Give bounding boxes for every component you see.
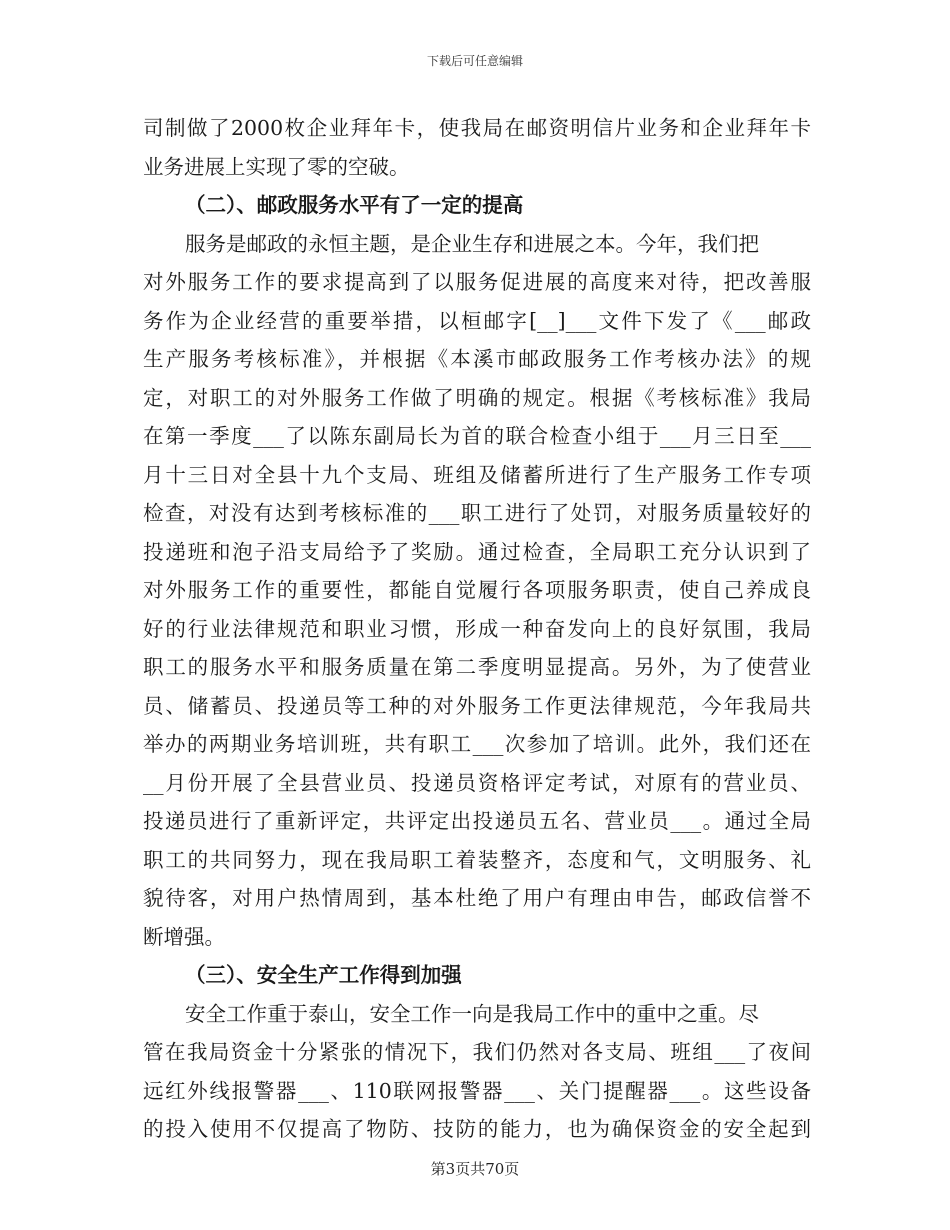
text-line: 貌待客，对用户热情周到，基本杜绝了用户有理由申告，邮政信誉不 bbox=[143, 886, 811, 910]
text-line: 定，对职工的对外服务工作做了明确的规定。根据《考核标准》我局 bbox=[143, 385, 811, 410]
text-line: 生产服务考核标准》，并根据《本溪市邮政服务工作考核办法》的规 bbox=[143, 347, 811, 371]
text-line: 在第一季度___了以陈东副局长为首的联合检查小组于___月三日至___ bbox=[143, 424, 811, 448]
page-header: 下载后可任意编辑 bbox=[426, 54, 523, 68]
text-line: 投递班和泡子沿支局给予了奖励。通过检查，全局职工充分认识到了 bbox=[143, 539, 811, 564]
text-line: 安全工作重于泰山，安全工作一向是我局工作中的重中之重。尽 bbox=[185, 1001, 759, 1026]
text-line: 投递员进行了重新评定，共评定出投递员五名、营业员___。通过全局 bbox=[143, 809, 811, 833]
text-line: 举办的两期业务培训班，共有职工___次参加了培训。此外，我们还在 bbox=[143, 732, 811, 756]
document-body bbox=[143, 109, 811, 1149]
text-line: 好的行业法律规范和职业习惯，形成一种奋发向上的良好氛围，我局 bbox=[143, 616, 811, 641]
text-line: 的投入使用不仅提高了物防、技防的能力，也为确保资金的安全起到 bbox=[143, 1117, 811, 1141]
text-line: 务作为企业经营的重要举措，以桓邮字[__]___文件下发了《___邮政 bbox=[143, 308, 811, 333]
text-line: 检查，对没有达到考核标准的___职工进行了处罚，对服务质量较好的 bbox=[143, 501, 811, 525]
section-heading: （二）、邮政服务水平有了一定的提高 bbox=[185, 193, 524, 217]
text-line: 服务是邮政的永恒主题，是企业生存和进展之本。今年，我们把 bbox=[185, 231, 759, 256]
text-line: 月十三日对全县十九个支局、班组及储蓄所进行了生产服务工作专项 bbox=[143, 462, 811, 487]
text-line: 职工的服务水平和服务质量在第二季度明显提高。另外，为了使营业 bbox=[143, 655, 811, 679]
text-line: 司制做了2000枚企业拜年卡，使我局在邮资明信片业务和企业拜年卡 bbox=[143, 116, 811, 140]
section-heading: （三）、安全生产工作得到加强 bbox=[185, 963, 462, 987]
text-line: 管在我局资金十分紧张的情况下，我们仍然对各支局、班组___了夜间 bbox=[143, 1040, 811, 1064]
text-line: 员、储蓄员、投递员等工种的对外服务工作更法律规范，今年我局共 bbox=[143, 693, 811, 718]
page-footer: 第3页共70页 bbox=[430, 1160, 520, 1178]
text-line: __月份开展了全县营业员、投递员资格评定考试，对原有的营业员、 bbox=[143, 770, 811, 795]
text-line: 职工的共同努力，现在我局职工着装整齐，态度和气，文明服务、礼 bbox=[143, 847, 811, 872]
text-line: 业务进展上实现了零的空破。 bbox=[143, 154, 410, 179]
text-line: 对外服务工作的重要性，都能自觉履行各项服务职责，使自己养成良 bbox=[143, 578, 811, 602]
text-line: 远红外线报警器___、110联网报警器___、关门提醒器___。这些设备 bbox=[143, 1078, 811, 1103]
text-line: 对外服务工作的要求提高到了以服务促进展的高度来对待，把改善服 bbox=[143, 270, 811, 294]
text-line: 断增强。 bbox=[143, 924, 225, 949]
